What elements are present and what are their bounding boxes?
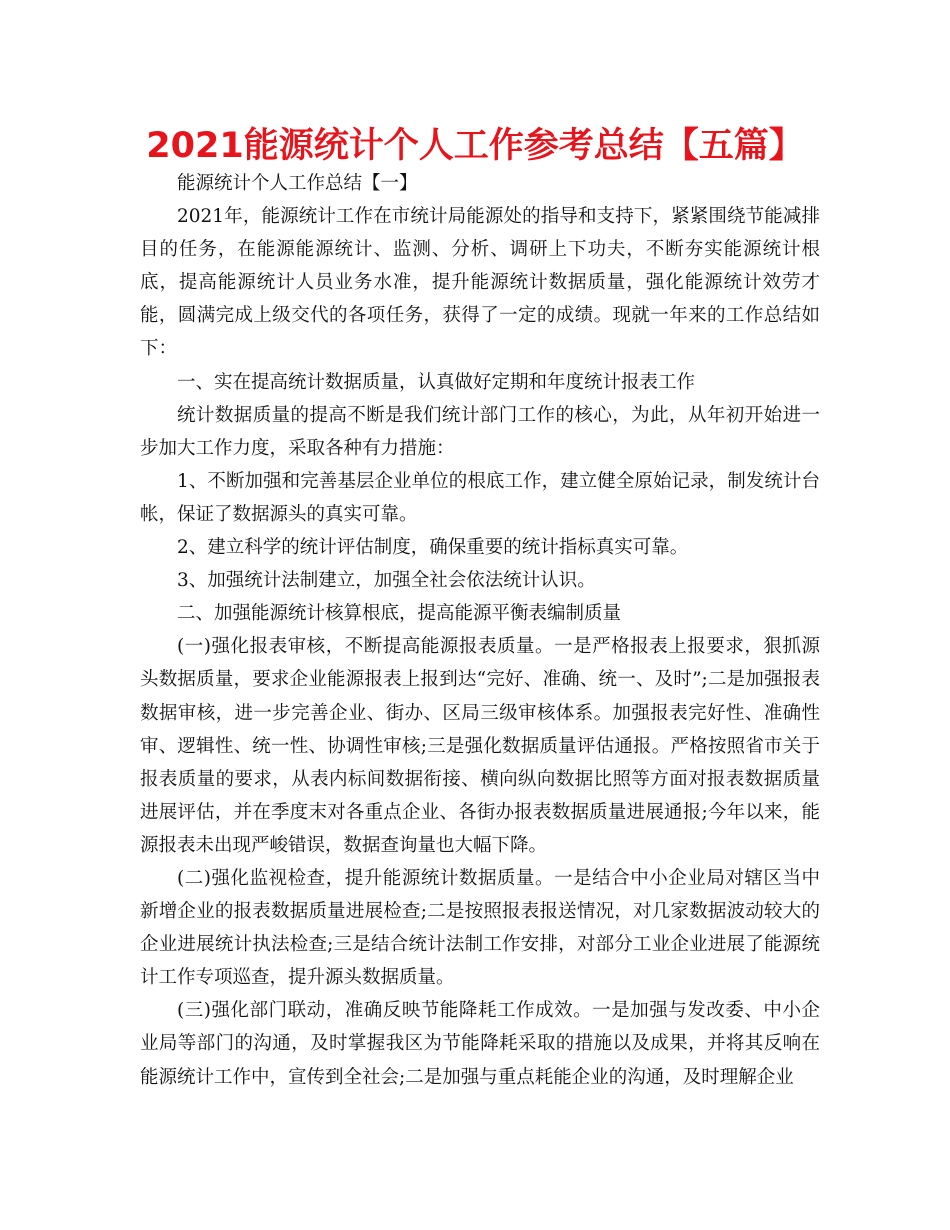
paragraph: 1、不断加强和完善基层企业单位的根底工作，建立健全原始记录，制发统计台帐，保证了数据源头的真实可靠。	[140, 470, 820, 525]
paragraph: 统计数据质量的提高不断是我们统计部门工作的核心，为此，从年初开始进一步加大工作力度，采取各种有力措施：	[140, 404, 820, 459]
paragraph: 2021年，能源统计工作在市统计局能源处的指导和支持下，紧紧围绕节能减排目的任务，在能源能源统计、监测、分析、调研上下功夫，不断夯实能源统计根底，提高能源统计人员业务水准，提升能源统计数据质量，强化能源统计效劳才能，圆满完成上级交代的各项任务，获得了一定的成绩。现就一年来的工作总结如下：	[140, 206, 820, 360]
document-title: 2021能源统计个人工作参考总结【五篇】	[146, 126, 804, 166]
paragraph: (二)强化监视检查，提升能源统计数据质量。一是结合中小企业局对辖区当中新增企业的报表数据质量进展检查;二是按照报表报送情况，对几家数据波动较大的企业进展统计执法检查;三是结合统计法制工作安排，对部分工业企业进展了能源统计工作专项巡查，提升源头数据质量。	[140, 867, 820, 989]
paragraph: 一、实在提高统计数据质量，认真做好定期和年度统计报表工作	[177, 371, 696, 393]
section-heading: 能源统计个人工作总结【一】	[177, 173, 418, 194]
paragraph: (三)强化部门联动，准确反映节能降耗工作成效。一是加强与发改委、中小企业局等部门的沟通，及时掌握我区为节能降耗采取的措施以及成果，并将其反响在能源统计工作中，宣传到全社会;二是加强与重点耗能企业的沟通，及时理解企业	[140, 1000, 820, 1088]
paragraph: 2、建立科学的统计评估制度，确保重要的统计指标真实可靠。	[177, 537, 689, 559]
paragraph: 3、加强统计法制建立，加强全社会依法统计认识。	[177, 570, 596, 592]
document-body	[140, 167, 820, 1094]
paragraph: (一)强化报表审核，不断提高能源报表质量。一是严格报表上报要求，狠抓源头数据质量，要求企业能源报表上报到达“完好、准确、统一、及时”;二是加强报表数据审核，进一步完善企业、街办、区局三级审核体系。加强报表完好性、准确性审、逻辑性、统一性、协调性审核;三是强化数据质量评估通报。严格按照省市关于报表质量的要求，从表内标间数据衔接、横向纵向数据比照等方面对报表数据质量进展评估，并在季度末对各重点企业、各街办报表数据质量进展通报;今年以来，能源报表未出现严峻错误，数据查询量也大幅下降。	[140, 636, 820, 856]
paragraph: 二、加强能源统计核算根底，提高能源平衡表编制质量	[177, 603, 622, 625]
